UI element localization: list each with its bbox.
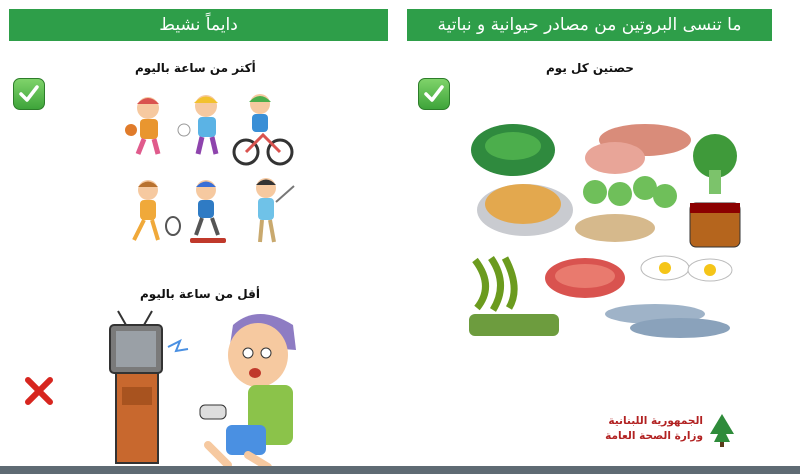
caption-less-than-hour: أقل من ساعة باليوم — [140, 287, 260, 301]
banner-always-active-text: دايماً نشيط — [159, 15, 238, 35]
check-icon — [418, 78, 450, 110]
check-icon — [13, 78, 45, 110]
ministry-logo-text — [585, 414, 703, 444]
kids-sports-illustration — [118, 90, 298, 250]
caption-more-than-hour: أكتر من ساعة باليوم — [135, 61, 256, 75]
logo-line-ministry: وزارة الصحة العامة — [605, 430, 703, 442]
banner-protein-text: ما تنسى البروتين من مصادر حيوانية و نباتية — [437, 15, 742, 35]
banner-protein — [407, 9, 772, 41]
gaming-boy-illustration — [108, 305, 308, 470]
cedar-logo-icon — [706, 412, 738, 448]
banner-always-active — [9, 9, 388, 41]
caption-two-servings: حصتين كل يوم — [546, 61, 634, 75]
logo-line-republic: الجمهورية اللبنانية — [608, 415, 703, 427]
bottom-bar — [0, 466, 800, 474]
cross-icon — [24, 376, 54, 410]
protein-foods-illustration — [465, 118, 750, 343]
